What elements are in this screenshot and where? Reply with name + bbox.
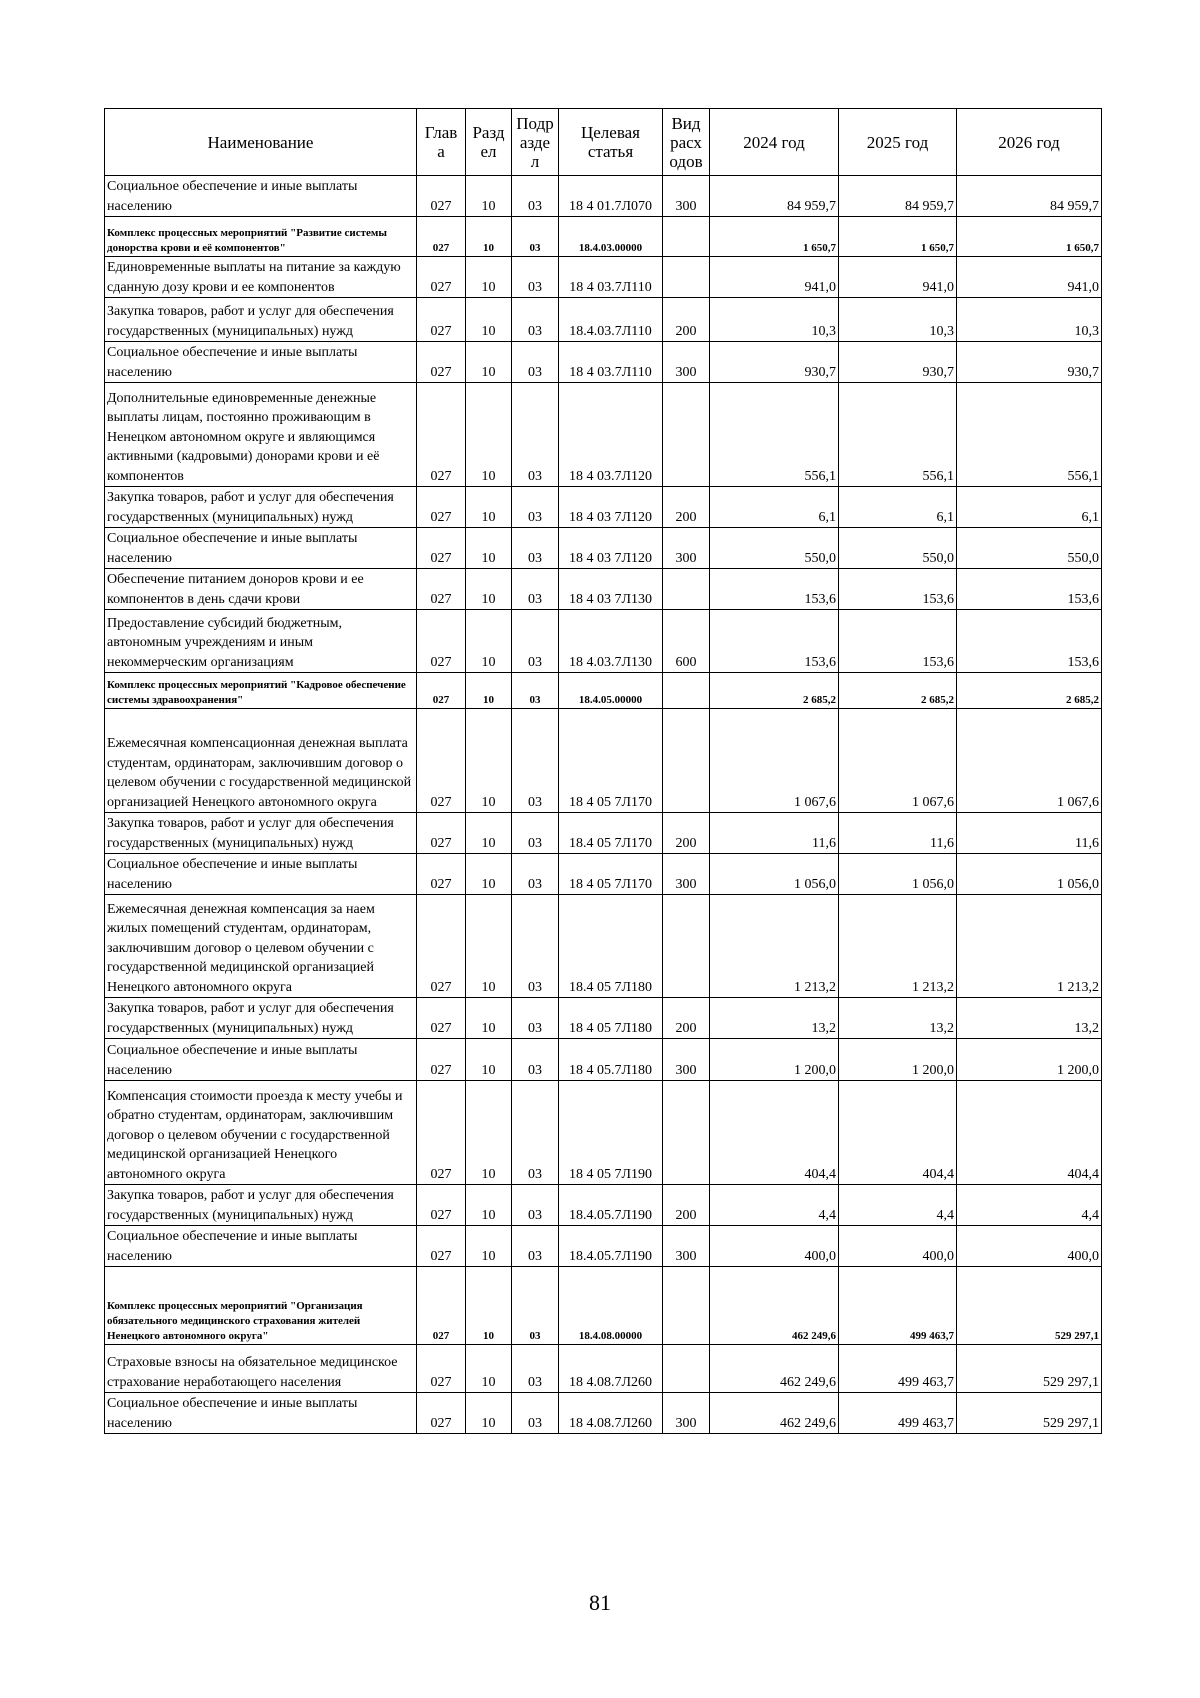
cell-chapter: 027: [417, 342, 466, 383]
cell-section: 10: [466, 217, 512, 257]
cell-chapter: 027: [417, 673, 466, 709]
cell-subsection: 03: [512, 257, 559, 298]
cell-2024: 10,3: [710, 298, 839, 342]
header-kind: Вид расх одов: [663, 109, 710, 176]
cell-kind: [663, 257, 710, 298]
cell-name: Закупка товаров, работ и услуг для обеспечения государственных (муниципальных) нужд: [105, 298, 417, 342]
cell-subsection: 03: [512, 298, 559, 342]
cell-section: 10: [466, 176, 512, 217]
cell-name: Ежемесячная денежная компенсация за наем жилых помещений студентам, ординаторам, заключившим договор о целевом обучении с государственной медицинской организацией Ненецкого автономного округа: [105, 895, 417, 998]
cell-name: Социальное обеспечение и иные выплаты населению: [105, 342, 417, 383]
cell-kind: 200: [663, 487, 710, 528]
cell-section: 10: [466, 569, 512, 610]
cell-2025: 1 650,7: [839, 217, 957, 257]
table-row: [105, 1039, 1102, 1081]
cell-2025: 930,7: [839, 342, 957, 383]
cell-2025: 84 959,7: [839, 176, 957, 217]
cell-subsection: 03: [512, 1267, 559, 1345]
cell-chapter: 027: [417, 895, 466, 998]
cell-section: 10: [466, 528, 512, 569]
cell-kind: 300: [663, 1039, 710, 1081]
cell-name: Социальное обеспечение и иные выплаты населению: [105, 854, 417, 895]
cell-chapter: 027: [417, 1039, 466, 1081]
cell-subsection: 03: [512, 813, 559, 854]
cell-chapter: 027: [417, 1081, 466, 1185]
cell-section: 10: [466, 1226, 512, 1267]
cell-target: 18.4.08.00000: [559, 1267, 663, 1345]
header-section: Разд ел: [466, 109, 512, 176]
table-body: [105, 176, 1102, 1434]
cell-name: Комплекс процессных мероприятий "Организация обязательного медицинского страхования жителей Ненецкого автономного округа": [105, 1267, 417, 1345]
cell-name: Социальное обеспечение и иные выплаты населению: [105, 176, 417, 217]
cell-section: 10: [466, 854, 512, 895]
cell-target: 18 4 03.7Л110: [559, 342, 663, 383]
cell-target: 18 4 05.7Л180: [559, 1039, 663, 1081]
cell-section: 10: [466, 709, 512, 813]
cell-2024: 1 650,7: [710, 217, 839, 257]
cell-2025: 556,1: [839, 383, 957, 487]
cell-kind: 300: [663, 854, 710, 895]
cell-section: 10: [466, 610, 512, 673]
table-row: [105, 1345, 1102, 1393]
budget-table: [104, 108, 1102, 1434]
cell-target: 18 4 03 7Л120: [559, 487, 663, 528]
cell-2025: 153,6: [839, 610, 957, 673]
cell-target: 18 4 03 7Л130: [559, 569, 663, 610]
table-row: [105, 383, 1102, 487]
cell-name: Компенсация стоимости проезда к месту учебы и обратно студентам, ординаторам, заключившим договор о целевом обучении с государственной медицинской организацией Ненецкого автономного округа: [105, 1081, 417, 1185]
cell-target: 18 4.08.7Л260: [559, 1393, 663, 1434]
header-2024: 2024 год: [710, 109, 839, 176]
cell-2025: 2 685,2: [839, 673, 957, 709]
cell-target: 18.4.05.7Л190: [559, 1226, 663, 1267]
table-row: [105, 342, 1102, 383]
cell-subsection: 03: [512, 383, 559, 487]
cell-chapter: 027: [417, 298, 466, 342]
cell-2024: 1 200,0: [710, 1039, 839, 1081]
cell-2024: 400,0: [710, 1226, 839, 1267]
cell-2026: 1 213,2: [957, 895, 1102, 998]
cell-section: 10: [466, 1345, 512, 1393]
cell-kind: 300: [663, 528, 710, 569]
table-row: [105, 528, 1102, 569]
cell-2025: 404,4: [839, 1081, 957, 1185]
cell-section: 10: [466, 813, 512, 854]
cell-name: Закупка товаров, работ и услуг для обеспечения государственных (муниципальных) нужд: [105, 487, 417, 528]
cell-target: 18.4 05 7Л180: [559, 895, 663, 998]
table-row: [105, 813, 1102, 854]
page-number: 81: [589, 1590, 611, 1615]
cell-2024: 153,6: [710, 569, 839, 610]
table-row: [105, 298, 1102, 342]
cell-2025: 10,3: [839, 298, 957, 342]
cell-target: 18 4 05 7Л170: [559, 854, 663, 895]
cell-kind: [663, 1267, 710, 1345]
cell-2026: 529 297,1: [957, 1345, 1102, 1393]
cell-2026: 930,7: [957, 342, 1102, 383]
cell-section: 10: [466, 298, 512, 342]
cell-target: 18 4 05 7Л180: [559, 998, 663, 1039]
cell-subsection: 03: [512, 176, 559, 217]
cell-2024: 13,2: [710, 998, 839, 1039]
cell-2025: 1 067,6: [839, 709, 957, 813]
cell-section: 10: [466, 1267, 512, 1345]
cell-2025: 11,6: [839, 813, 957, 854]
cell-2025: 499 463,7: [839, 1345, 957, 1393]
cell-2026: 153,6: [957, 569, 1102, 610]
cell-2024: 11,6: [710, 813, 839, 854]
cell-chapter: 027: [417, 610, 466, 673]
cell-subsection: 03: [512, 1393, 559, 1434]
cell-subsection: 03: [512, 487, 559, 528]
cell-kind: 200: [663, 298, 710, 342]
cell-name: Единовременные выплаты на питание за каждую сданную дозу крови и ее компонентов: [105, 257, 417, 298]
cell-2025: 499 463,7: [839, 1393, 957, 1434]
cell-chapter: 027: [417, 709, 466, 813]
cell-section: 10: [466, 998, 512, 1039]
cell-chapter: 027: [417, 1267, 466, 1345]
cell-2024: 1 213,2: [710, 895, 839, 998]
cell-kind: 300: [663, 1393, 710, 1434]
table-row: [105, 998, 1102, 1039]
cell-2025: 6,1: [839, 487, 957, 528]
cell-chapter: 027: [417, 383, 466, 487]
cell-subsection: 03: [512, 673, 559, 709]
cell-2024: 556,1: [710, 383, 839, 487]
cell-kind: 300: [663, 342, 710, 383]
cell-target: 18 4.08.7Л260: [559, 1345, 663, 1393]
cell-subsection: 03: [512, 709, 559, 813]
table-row: [105, 854, 1102, 895]
cell-2024: 2 685,2: [710, 673, 839, 709]
table-row: [105, 610, 1102, 673]
cell-section: 10: [466, 1393, 512, 1434]
cell-kind: [663, 709, 710, 813]
cell-kind: 200: [663, 1185, 710, 1226]
cell-name: Социальное обеспечение и иные выплаты населению: [105, 1393, 417, 1434]
header-chapter: Глав а: [417, 109, 466, 176]
cell-2024: 462 249,6: [710, 1345, 839, 1393]
cell-2024: 404,4: [710, 1081, 839, 1185]
cell-2024: 1 056,0: [710, 854, 839, 895]
cell-target: 18.4.05.7Л190: [559, 1185, 663, 1226]
cell-2026: 11,6: [957, 813, 1102, 854]
cell-chapter: 027: [417, 569, 466, 610]
cell-name: Обеспечение питанием доноров крови и ее компонентов в день сдачи крови: [105, 569, 417, 610]
cell-2026: 941,0: [957, 257, 1102, 298]
cell-kind: [663, 383, 710, 487]
cell-name: Предоставление субсидий бюджетным, автономным учреждениям и иным некоммерческим организациям: [105, 610, 417, 673]
cell-name: Закупка товаров, работ и услуг для обеспечения государственных (муниципальных) нужд: [105, 998, 417, 1039]
cell-target: 18 4 05 7Л170: [559, 709, 663, 813]
cell-2025: 400,0: [839, 1226, 957, 1267]
cell-section: 10: [466, 1185, 512, 1226]
cell-2026: 10,3: [957, 298, 1102, 342]
cell-chapter: 027: [417, 854, 466, 895]
cell-2024: 1 067,6: [710, 709, 839, 813]
cell-subsection: 03: [512, 1226, 559, 1267]
cell-2025: 1 056,0: [839, 854, 957, 895]
cell-section: 10: [466, 895, 512, 998]
table-row: [105, 176, 1102, 217]
cell-section: 10: [466, 1039, 512, 1081]
cell-subsection: 03: [512, 1081, 559, 1185]
cell-name: Комплекс процессных мероприятий "Кадровое обеспечение системы здравоохранения": [105, 673, 417, 709]
cell-target: 18 4 03 7Л120: [559, 528, 663, 569]
table-row: [105, 709, 1102, 813]
cell-kind: 200: [663, 813, 710, 854]
cell-name: Страховые взносы на обязательное медицинское страхование неработающего населения: [105, 1345, 417, 1393]
cell-2026: 529 297,1: [957, 1393, 1102, 1434]
table-row: [105, 1393, 1102, 1434]
cell-name: Закупка товаров, работ и услуг для обеспечения государственных (муниципальных) нужд: [105, 813, 417, 854]
cell-2025: 153,6: [839, 569, 957, 610]
cell-2024: 4,4: [710, 1185, 839, 1226]
table-row: [105, 1185, 1102, 1226]
cell-section: 10: [466, 1081, 512, 1185]
cell-subsection: 03: [512, 217, 559, 257]
header-2026: 2026 год: [957, 109, 1102, 176]
header-row: [105, 109, 1102, 176]
cell-name: Ежемесячная компенсационная денежная выплата студентам, ординаторам, заключившим договор о целевом обучении с государственной медицинской организацией Ненецкого автономного округа: [105, 709, 417, 813]
cell-2026: 2 685,2: [957, 673, 1102, 709]
cell-chapter: 027: [417, 487, 466, 528]
cell-subsection: 03: [512, 895, 559, 998]
cell-subsection: 03: [512, 342, 559, 383]
cell-chapter: 027: [417, 528, 466, 569]
cell-target: 18 4 03.7Л110: [559, 257, 663, 298]
cell-chapter: 027: [417, 1185, 466, 1226]
cell-2026: 550,0: [957, 528, 1102, 569]
table-row: [105, 1226, 1102, 1267]
cell-subsection: 03: [512, 998, 559, 1039]
cell-2026: 153,6: [957, 610, 1102, 673]
cell-chapter: 027: [417, 998, 466, 1039]
cell-name: Дополнительные единовременные денежные выплаты лицам, постоянно проживающим в Ненецком автономном округе и являющимся активными (кадровыми) донорами крови и её компонентов: [105, 383, 417, 487]
cell-section: 10: [466, 487, 512, 528]
cell-section: 10: [466, 383, 512, 487]
table-row: [105, 569, 1102, 610]
cell-name: Социальное обеспечение и иные выплаты населению: [105, 528, 417, 569]
cell-section: 10: [466, 257, 512, 298]
cell-2025: 550,0: [839, 528, 957, 569]
cell-2024: 153,6: [710, 610, 839, 673]
cell-chapter: 027: [417, 813, 466, 854]
cell-target: 18.4 05 7Л170: [559, 813, 663, 854]
cell-kind: 600: [663, 610, 710, 673]
cell-2025: 1 213,2: [839, 895, 957, 998]
cell-2026: 13,2: [957, 998, 1102, 1039]
cell-kind: [663, 569, 710, 610]
cell-chapter: 027: [417, 176, 466, 217]
cell-subsection: 03: [512, 569, 559, 610]
cell-kind: 200: [663, 998, 710, 1039]
cell-2026: 404,4: [957, 1081, 1102, 1185]
cell-2025: 4,4: [839, 1185, 957, 1226]
cell-2024: 84 959,7: [710, 176, 839, 217]
cell-2024: 462 249,6: [710, 1267, 839, 1345]
cell-subsection: 03: [512, 854, 559, 895]
table-row: [105, 217, 1102, 257]
cell-2025: 13,2: [839, 998, 957, 1039]
cell-2026: 4,4: [957, 1185, 1102, 1226]
cell-2024: 941,0: [710, 257, 839, 298]
cell-kind: [663, 217, 710, 257]
cell-2026: 1 056,0: [957, 854, 1102, 895]
cell-kind: [663, 1081, 710, 1185]
table-row: [105, 257, 1102, 298]
cell-2024: 6,1: [710, 487, 839, 528]
cell-section: 10: [466, 673, 512, 709]
cell-2026: 1 650,7: [957, 217, 1102, 257]
table-row: [105, 487, 1102, 528]
cell-2026: 84 959,7: [957, 176, 1102, 217]
table-row: [105, 1267, 1102, 1345]
cell-target: 18.4.03.00000: [559, 217, 663, 257]
table-row: [105, 1081, 1102, 1185]
cell-target: 18.4.03.7Л110: [559, 298, 663, 342]
cell-kind: [663, 1345, 710, 1393]
cell-target: 18.4.05.00000: [559, 673, 663, 709]
cell-section: 10: [466, 342, 512, 383]
cell-subsection: 03: [512, 1345, 559, 1393]
cell-kind: 300: [663, 1226, 710, 1267]
cell-target: 18 4 01.7Л070: [559, 176, 663, 217]
cell-2026: 1 067,6: [957, 709, 1102, 813]
cell-2026: 529 297,1: [957, 1267, 1102, 1345]
cell-subsection: 03: [512, 610, 559, 673]
cell-chapter: 027: [417, 1226, 466, 1267]
cell-chapter: 027: [417, 257, 466, 298]
cell-subsection: 03: [512, 1039, 559, 1081]
cell-2025: 941,0: [839, 257, 957, 298]
header-name: Наименование: [105, 109, 417, 176]
cell-kind: [663, 673, 710, 709]
cell-2026: 556,1: [957, 383, 1102, 487]
cell-target: 18 4 03.7Л120: [559, 383, 663, 487]
cell-target: 18 4 05 7Л190: [559, 1081, 663, 1185]
cell-target: 18 4.03.7Л130: [559, 610, 663, 673]
cell-2025: 499 463,7: [839, 1267, 957, 1345]
table-row: [105, 673, 1102, 709]
cell-name: Социальное обеспечение и иные выплаты населению: [105, 1226, 417, 1267]
cell-2024: 930,7: [710, 342, 839, 383]
cell-kind: [663, 895, 710, 998]
cell-2025: 1 200,0: [839, 1039, 957, 1081]
cell-name: Социальное обеспечение и иные выплаты населению: [105, 1039, 417, 1081]
cell-2026: 1 200,0: [957, 1039, 1102, 1081]
cell-subsection: 03: [512, 1185, 559, 1226]
cell-chapter: 027: [417, 1393, 466, 1434]
cell-name: Закупка товаров, работ и услуг для обеспечения государственных (муниципальных) нужд: [105, 1185, 417, 1226]
table-row: [105, 895, 1102, 998]
header-subsection: Подр азде л: [512, 109, 559, 176]
cell-kind: 300: [663, 176, 710, 217]
cell-chapter: 027: [417, 217, 466, 257]
cell-2026: 400,0: [957, 1226, 1102, 1267]
header-target: Целевая статья: [559, 109, 663, 176]
cell-subsection: 03: [512, 528, 559, 569]
cell-name: Комплекс процессных мероприятий "Развитие системы донорства крови и её компонентов": [105, 217, 417, 257]
cell-2024: 550,0: [710, 528, 839, 569]
cell-2024: 462 249,6: [710, 1393, 839, 1434]
cell-chapter: 027: [417, 1345, 466, 1393]
header-2025: 2025 год: [839, 109, 957, 176]
cell-2026: 6,1: [957, 487, 1102, 528]
